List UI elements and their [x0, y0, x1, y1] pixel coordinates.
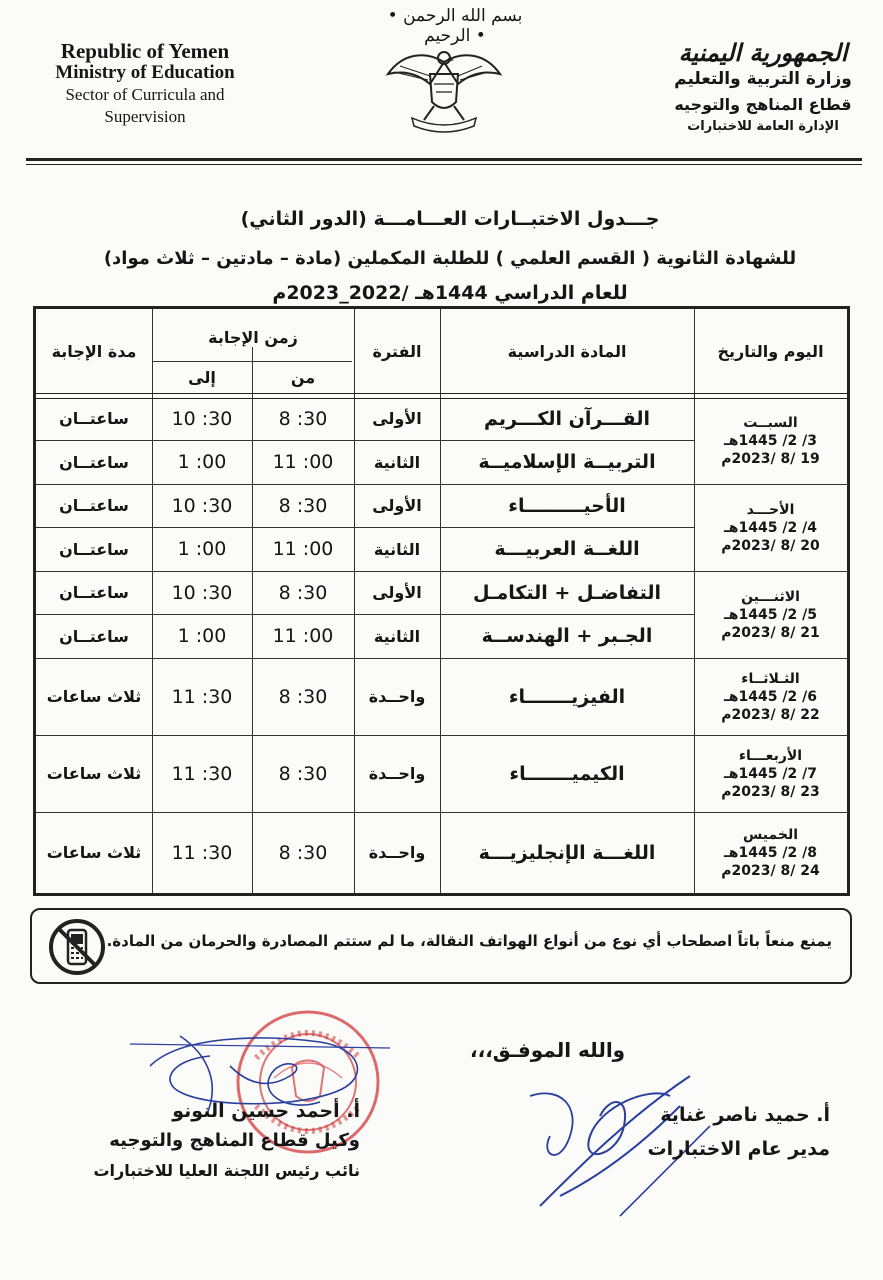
header-period: الفترة — [372, 341, 422, 361]
day-date-cell — [694, 735, 847, 812]
country-name-en: Republic of Yemen — [60, 39, 230, 63]
duration-cell: ثلاث ساعات — [46, 764, 142, 783]
period-cell: الأولى — [372, 409, 422, 428]
header-subject: المادة الدراسية — [507, 341, 627, 361]
department-name-ar: الإدارة العامة للاختبارات — [687, 119, 839, 134]
signatory-director — [620, 1098, 830, 1166]
end-time-cell: 11 :30 — [171, 762, 233, 785]
header-day-date: اليوم والتاريخ — [717, 341, 824, 361]
duration-cell: ساعتــان — [59, 452, 129, 472]
day-date-cell — [694, 812, 847, 893]
academic-year: للعام الدراسي 1444هـ /2022_2023م — [272, 282, 628, 304]
duration-cell: ساعتــان — [59, 539, 129, 559]
subject-cell: الجـبر + الهندســة — [481, 625, 653, 647]
day-name: الخميس — [742, 826, 799, 843]
end-time-cell: 10 :30 — [171, 494, 233, 517]
duration-cell: ساعتــان — [59, 496, 129, 515]
header-divider-thick — [26, 158, 862, 161]
hijri-date: 3/ 2/ 1445هـ — [724, 432, 817, 449]
day-name: الثـلاثــاء — [741, 670, 800, 687]
subject-cell: الأحيـــــــــاء — [508, 494, 626, 517]
ministry-name-en: Ministry of Education — [55, 62, 235, 83]
ministry-name-ar: وزارة التربية والتعليم — [674, 69, 852, 89]
signatory-deputy-role-2: نائب رئيس اللجنة العليا للاختبارات — [93, 1161, 360, 1180]
english-letterhead — [20, 40, 270, 128]
end-time-cell: 10 :30 — [171, 407, 233, 430]
period-cell: الثانية — [373, 626, 421, 646]
header-from: من — [290, 367, 316, 387]
day-name: الاثنـــين — [741, 588, 800, 605]
end-time-cell: 1 :00 — [177, 451, 227, 473]
period-cell: الثانية — [373, 539, 421, 559]
hijri-date: 8/ 2/ 1445هـ — [724, 844, 817, 861]
header-to: إلى — [188, 367, 216, 387]
exam-schedule-table — [33, 306, 850, 896]
day-name: الأحـــد — [746, 501, 795, 518]
hijri-date: 6/ 2/ 1445هـ — [724, 688, 817, 705]
gregorian-date: 22 /8 /2023م — [721, 706, 820, 723]
duration-cell: ساعتــان — [59, 583, 129, 602]
hijri-date: 7/ 2/ 1445هـ — [724, 765, 817, 782]
gregorian-date: 20 /8 /2023م — [721, 537, 820, 554]
yemen-eagle-emblem — [384, 40, 504, 136]
subject-cell: التربيــة الإسلاميــة — [478, 451, 656, 473]
signatory-deputy-role: وكيل قطاع المناهج والتوجيه — [109, 1130, 360, 1151]
gregorian-date: 24 /8 /2023م — [721, 862, 820, 879]
country-name-ar: الجمهورية اليمنية — [678, 38, 848, 67]
subject-cell: القـــرآن الكـــريم — [484, 407, 650, 430]
start-time-cell: 11 :00 — [272, 625, 334, 647]
subject-cell: التفاضـل + التكامـل — [473, 581, 661, 604]
signatory-director-role: مدير عام الاختبارات — [647, 1138, 830, 1160]
day-name: السبــت — [743, 414, 798, 431]
period-cell: الأولى — [372, 496, 422, 515]
notice-text: يمنع منعاً باتاً اصطحاب أي نوع من أنواع الهواتف النقالة، ما لم ستتم المصادرة والحرمان من المادة. — [106, 932, 832, 950]
gregorian-date: 19 /8 /2023م — [721, 450, 820, 467]
period-cell: الأولى — [372, 583, 422, 602]
subject-cell: اللغـــة الإنجليزيـــة — [478, 841, 656, 864]
period-cell: واحــدة — [368, 687, 426, 706]
sector-name-ar: قطاع المناهج والتوجيه — [674, 95, 852, 114]
hijri-date: 5/ 2/ 1445هـ — [724, 606, 817, 623]
signatory-deputy-name: أ. أحمد حسين النونو — [172, 1100, 360, 1122]
arabic-letterhead — [663, 40, 863, 136]
end-time-cell: 10 :30 — [171, 581, 233, 604]
no-mobile-phone-icon — [48, 918, 106, 976]
basmala: • بسم الله الرحمن الرحيم • — [387, 6, 523, 46]
document-title: جـــدول الاختبــارات العـــامـــة (الدور الثاني) — [240, 208, 660, 230]
duration-cell: ساعتــان — [59, 409, 129, 428]
subject-cell: اللغــة العربيـــة — [494, 538, 640, 560]
day-date-cell — [694, 397, 847, 484]
subject-cell: الفيزيـــــــاء — [508, 685, 626, 708]
header-duration: مدة الإجابة — [51, 341, 137, 361]
start-time-cell: 8 :30 — [278, 581, 328, 604]
start-time-cell: 8 :30 — [278, 407, 328, 430]
end-time-cell: 1 :00 — [177, 625, 227, 647]
gregorian-date: 23 /8 /2023م — [721, 783, 820, 800]
mobile-phone-notice — [30, 908, 852, 984]
duration-cell: ساعتــان — [59, 626, 129, 646]
period-cell: واحــدة — [368, 843, 426, 862]
day-date-cell — [694, 571, 847, 658]
signatory-deputy — [40, 1096, 360, 1186]
end-time-cell: 11 :30 — [171, 841, 233, 864]
start-time-cell: 11 :00 — [272, 451, 334, 473]
start-time-cell: 8 :30 — [278, 762, 328, 785]
duration-cell: ثلاث ساعات — [46, 687, 142, 706]
signatory-director-name: أ. حميد ناصر غناية — [660, 1104, 830, 1126]
start-time-cell: 8 :30 — [278, 841, 328, 864]
day-date-cell — [694, 658, 847, 735]
closing-phrase: والله الموفـق،،، — [470, 1038, 626, 1062]
document-subtitle: للشهادة الثانوية ( القسم العلمي ) للطلبة المكملين (مادة – مادتين – ثلاث مواد) — [103, 248, 797, 269]
sector-name-en-2: Supervision — [104, 107, 186, 126]
day-date-cell — [694, 484, 847, 571]
end-time-cell: 11 :30 — [171, 685, 233, 708]
sector-name-en-1: Sector of Curricula and — [65, 85, 225, 104]
start-time-cell: 8 :30 — [278, 494, 328, 517]
period-cell: واحــدة — [368, 764, 426, 783]
gregorian-date: 21 /8 /2023م — [721, 624, 820, 641]
subject-cell: الكيميـــــــاء — [509, 762, 625, 785]
duration-cell: ثلاث ساعات — [46, 843, 142, 862]
start-time-cell: 8 :30 — [278, 685, 328, 708]
header-divider-thin — [26, 164, 862, 165]
day-name: الأربعـــاء — [738, 747, 803, 764]
end-time-cell: 1 :00 — [177, 538, 227, 560]
start-time-cell: 11 :00 — [272, 538, 334, 560]
header-answer-time: زمن الإجابة — [208, 327, 298, 347]
period-cell: الثانية — [373, 452, 421, 472]
hijri-date: 4/ 2/ 1445هـ — [724, 519, 817, 536]
